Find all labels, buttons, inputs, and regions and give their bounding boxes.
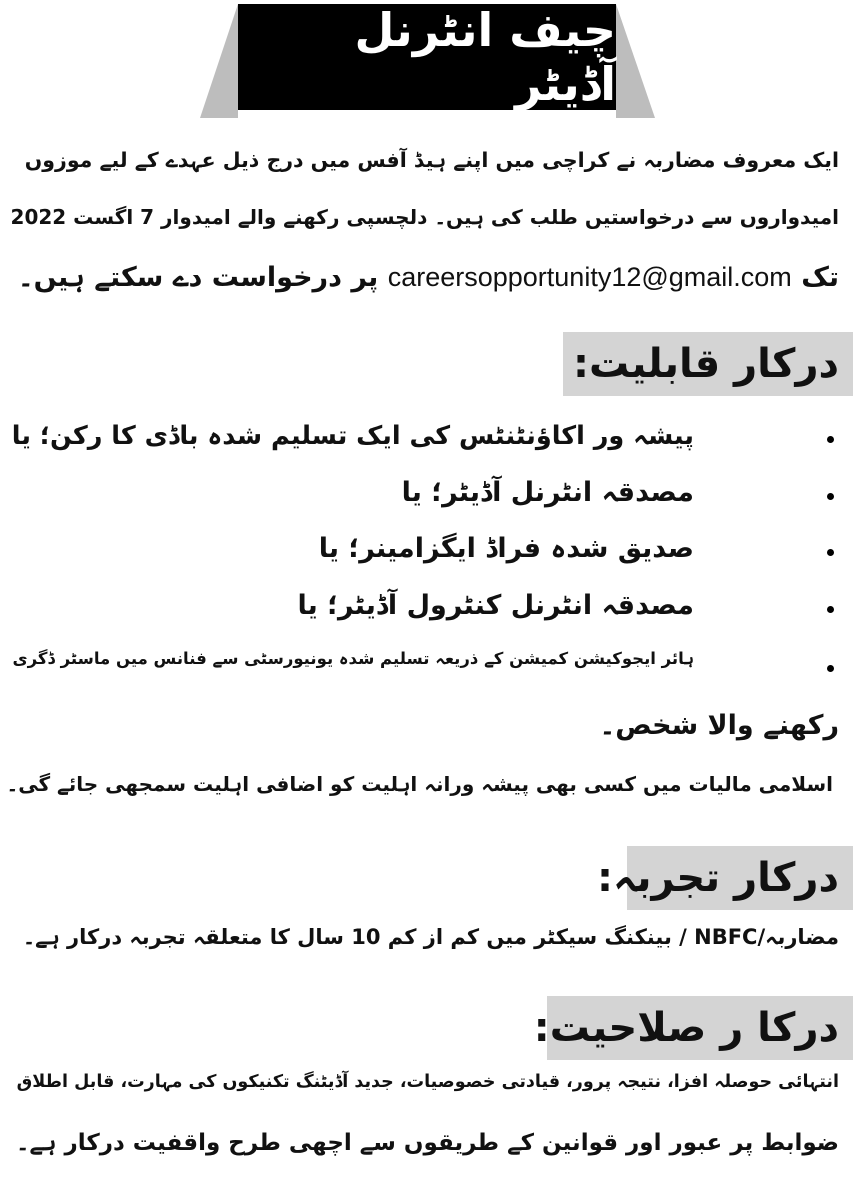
intro-line-3-before: تک xyxy=(801,262,839,293)
qualification-note: اسلامی مالیات میں کسی بھی پیشہ ورانہ اہلیت کو اضافی اہلیت سمجھی جائے گی۔ xyxy=(6,772,833,796)
list-item-continuation: رکھنے والا شخص۔ xyxy=(599,710,839,741)
intro-line-3 xyxy=(18,262,839,293)
experience-heading: درکار تجربہ: xyxy=(597,855,839,901)
list-item-text: پیشہ ور اکاؤنٹنٹس کی ایک تسلیم شدہ باڈی کا رکن؛ یا xyxy=(11,421,694,451)
intro-line-1: ایک معروف مضاربہ نے کراچی میں اپنے ہیڈ آفس میں درج ذیل عہدے کے لیے موزوں xyxy=(24,148,839,172)
skills-line-1: انتہائی حوصلہ افزا، نتیجہ پرور، قیادتی خصوصیات، جدید آڈیٹنگ تکنیکوں کی مہارت، قابل اطلاق xyxy=(16,1072,839,1092)
skills-line-2: ضوابط پر عبور اور قوانین کے طریقوں سے اچھی طرح واقفیت درکار ہے۔ xyxy=(16,1130,839,1156)
qualification-heading: درکار قابلیت: xyxy=(572,341,839,387)
experience-heading-bar xyxy=(597,846,853,910)
list-item xyxy=(0,533,839,573)
list-item-text: مصدقہ انٹرنل کنٹرول آڈیٹر؛ یا xyxy=(297,590,694,621)
list-item xyxy=(0,649,839,689)
bullet-icon xyxy=(827,606,834,613)
skills-heading: درکا ر صلاحیت: xyxy=(533,1005,839,1051)
list-item-text: صدیق شدہ فراڈ ایگزامینر؛ یا xyxy=(318,533,694,564)
intro-line-3-after: پر درخواست دے سکتے ہیں۔ xyxy=(17,262,379,293)
qualification-heading-bar xyxy=(563,332,853,396)
page-title: چیف انٹرنل آڈیٹر xyxy=(354,3,616,111)
bullet-icon xyxy=(827,665,834,672)
bullet-icon xyxy=(827,493,834,500)
title-box xyxy=(238,4,616,110)
skills-heading-bar xyxy=(533,996,853,1060)
contact-email[interactable]: careersopportunity12@gmail.com xyxy=(387,262,792,292)
bullet-icon xyxy=(827,436,834,443)
intro-line-2: امیدواروں سے درخواستیں طلب کی ہیں۔ دلچسپی رکھنے والے امیدوار 7 اگست 2022 xyxy=(10,205,839,229)
list-item-text: ہائر ایجوکیشن کمیشن کے ذریعہ تسلیم شدہ یونیورسٹی سے فنانس میں ماسٹر ڈگری xyxy=(12,649,694,668)
list-item xyxy=(0,477,839,517)
list-item xyxy=(0,590,839,630)
list-item-text: مصدقہ انٹرنل آڈیٹر؛ یا xyxy=(401,477,694,508)
list-item xyxy=(0,420,839,460)
bullet-icon xyxy=(827,549,834,556)
experience-text: مضاربہ/NBFC / بینکنگ سیکٹر میں کم از کم 10 سال کا متعلقہ تجربہ درکار ہے۔ xyxy=(22,925,839,949)
title-banner xyxy=(200,0,655,118)
